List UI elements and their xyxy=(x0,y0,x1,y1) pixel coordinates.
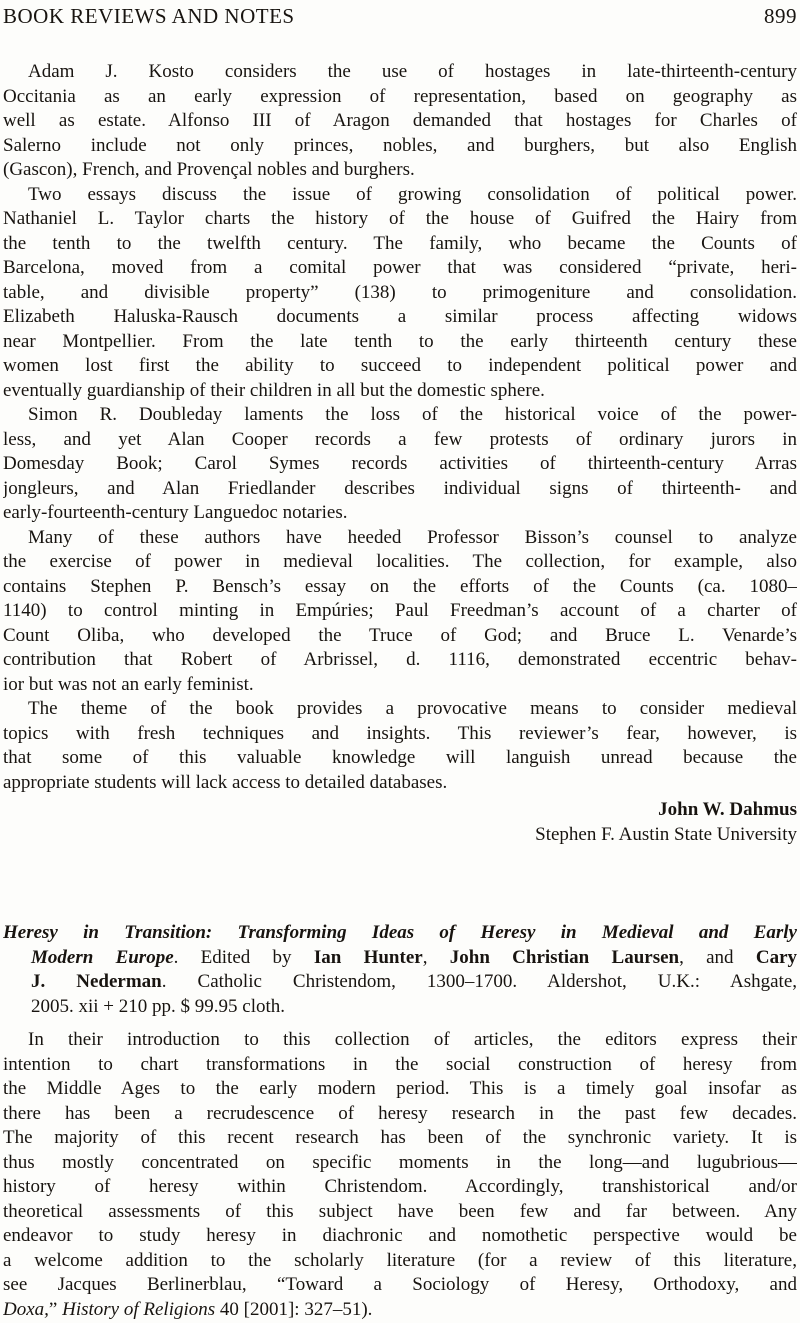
review-1-signature xyxy=(3,797,797,847)
text-line: see Jacques Berlinerblau, “Toward a Sociology of Heresy, Orthodoxy, and xyxy=(3,1274,797,1295)
reviewer-name: John W. Dahmus xyxy=(658,799,797,820)
text-segment: ” xyxy=(48,1298,63,1320)
text-line: In their introduction to this collection of articles, the editors express their xyxy=(28,1029,797,1050)
text-line: Occitania as an early expression of representation, based on geography as xyxy=(3,85,797,107)
text-line: Count Oliba, who developed the Truce of God; and Bruce L. Venarde’s xyxy=(3,624,797,646)
text-segment: John Christian Laursen xyxy=(449,946,680,968)
text-line: Domesday Book; Carol Symes records activities of thirteenth-century Arras xyxy=(3,453,797,474)
text-line: contribution that Robert of Arbrissel, d. 1116, demonstrated eccentric behav- xyxy=(3,649,797,670)
text-segment: Ian Hunter xyxy=(313,946,423,968)
review-1-body xyxy=(3,60,797,795)
text-line: The theme of the book provides a provocative means to consider medieval xyxy=(28,698,797,719)
text-line: Elizabeth Haluska-Rausch documents a similar process affecting widows xyxy=(3,306,797,327)
text-line: endeavor to study heresy in diachronic and nomothetic perspective would be xyxy=(3,1225,797,1246)
text-line: a welcome addition to the scholarly literature (for a review of this literature, xyxy=(3,1249,797,1271)
paragraph xyxy=(3,183,797,404)
text-segment: Doxa, xyxy=(3,1298,49,1320)
text-line: thus mostly concentrated on specific moments in the long—and lugubrious— xyxy=(3,1151,797,1173)
text-line: topics with fresh techniques and insights. This reviewer’s fear, however, is xyxy=(3,722,797,744)
paragraph xyxy=(3,60,797,183)
text-line: Adam J. Kosto considers the use of hostages in late-thirteenth-century xyxy=(28,61,797,82)
text-segment: . Edited by xyxy=(173,946,314,968)
text-segment: History of Religions xyxy=(62,1298,216,1320)
text-line xyxy=(3,1298,797,1323)
text-line: history of heresy within Christendom. Accordingly, transhistorical and/or xyxy=(3,1176,797,1197)
paragraph xyxy=(3,1028,797,1322)
paragraph xyxy=(3,921,797,1019)
text-line: intention to chart transformations in the social construction of heresy from xyxy=(3,1053,797,1075)
paragraph xyxy=(3,526,797,698)
text-segment: 2005. xii + 210 pp. $ 99.95 cloth. xyxy=(31,995,286,1017)
text-line: well as estate. Alfonso III of Aragon demanded that hostages for Charles of xyxy=(3,110,797,131)
text-segment: 40 [2001]: 327–51). xyxy=(215,1298,373,1320)
text-segment: Modern Europe xyxy=(31,946,174,968)
reviewer-affiliation: Stephen F. Austin State University xyxy=(535,824,797,845)
text-line: 1140) to control minting in Empúries; Paul Freedman’s account of a charter of xyxy=(3,600,797,621)
text-line: Two essays discuss the issue of growing consolidation of political power. xyxy=(28,183,797,205)
text-line: that some of this valuable knowledge will languish unread because the xyxy=(3,747,797,768)
text-line xyxy=(3,970,797,995)
paragraph xyxy=(3,403,797,526)
text-line: the tenth to the twelfth century. The family, who became the Counts of xyxy=(3,232,797,254)
text-line: eventually guardianship of their children in all but the domestic sphere. xyxy=(3,379,545,401)
book-citation xyxy=(3,921,797,1019)
text-line: women lost first the ability to succeed to independent political power and xyxy=(3,355,797,376)
paragraph xyxy=(3,697,797,795)
text-line: early-fourteenth-century Languedoc notaries. xyxy=(3,502,348,523)
text-line: contains Stephen P. Bensch’s essay on the efforts of the Counts (ca. 1080– xyxy=(3,575,797,597)
text-line: less, and yet Alan Cooper records a few protests of ordinary jurors in xyxy=(3,428,797,450)
page-number: 899 xyxy=(764,4,797,28)
text-line xyxy=(3,946,797,971)
text-line: the Middle Ages to the early modern period. This is a timely goal insofar as xyxy=(3,1078,797,1099)
text-line: ior but was not an early feminist. xyxy=(3,673,254,695)
text-line: jongleurs, and Alan Friedlander describes individual signs of thirteenth- and xyxy=(3,477,797,499)
text-line: Salerno include not only princes, nobles, and burghers, but also English xyxy=(3,134,797,156)
text-line: Many of these authors have heeded Professor Bisson’s counsel to analyze xyxy=(28,526,797,548)
page-header xyxy=(3,4,797,28)
text-line: Simon R. Doubleday laments the loss of the historical voice of the power- xyxy=(28,404,797,425)
text-line: theoretical assessments of this subject have been few and far between. Any xyxy=(3,1200,797,1222)
text-segment: , and xyxy=(679,946,756,968)
review-2-body xyxy=(3,1028,797,1322)
text-segment: Cary xyxy=(755,946,797,968)
text-segment: . Catholic Christendom, 1300–1700. Aldershot, U.K.: Ashgate, xyxy=(161,971,797,992)
text-line xyxy=(3,995,797,1020)
text-line: appropriate students will lack access to detailed databases. xyxy=(3,771,448,793)
text-line: there has been a recrudescence of heresy research in the past few decades. xyxy=(3,1102,797,1124)
text-line: The majority of this recent research has been of the synchronic variety. It is xyxy=(3,1127,797,1148)
running-head: BOOK REVIEWS AND NOTES xyxy=(3,4,295,28)
text-line xyxy=(3,921,797,946)
text-line: Nathaniel L. Taylor charts the history of the house of Guifred the Hairy from xyxy=(3,208,797,229)
text-line: the exercise of power in medieval localities. The collection, for example, also xyxy=(3,551,797,572)
text-line: Barcelona, moved from a comital power that was considered “private, heri- xyxy=(3,257,797,278)
text-line: (Gascon), French, and Provençal nobles and burghers. xyxy=(3,159,415,180)
text-segment: J. Nederman xyxy=(31,971,162,992)
text-segment: , xyxy=(422,946,450,968)
text-segment: Heresy in Transition: Transforming Ideas of Heresy in Medieval and Early xyxy=(3,922,797,943)
text-line: near Montpellier. From the late tenth to the early thirteenth century these xyxy=(3,330,797,352)
text-line: table, and divisible property” (138) to primogeniture and consolidation. xyxy=(3,281,797,303)
